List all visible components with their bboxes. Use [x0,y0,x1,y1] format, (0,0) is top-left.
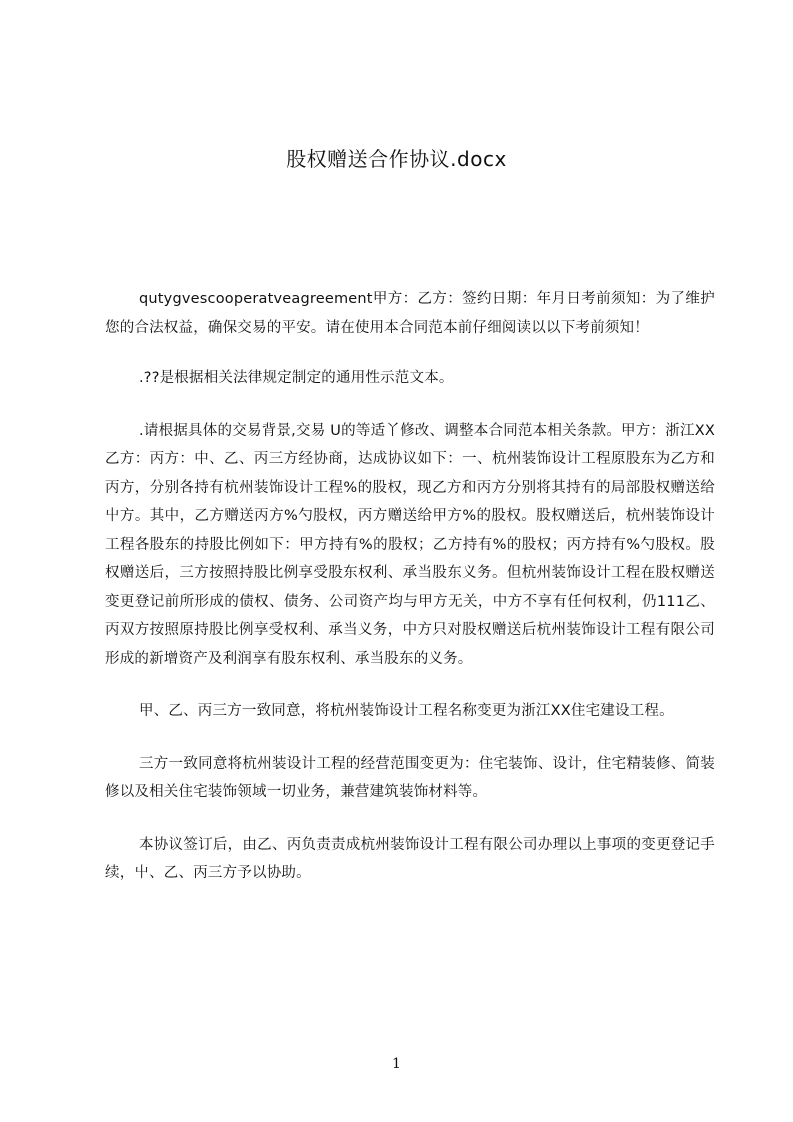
paragraph-intro: qutygvescooperatveagreement甲方：乙方：签约日期：年月日考前须知：为了维护您的合法权益，确保交易的平安。请在使用本合同范本前仔细阅读以以下考前须知！ [105,291,715,336]
document-title: 股权赠送合作协议.docx [286,147,507,171]
paragraph-business-scope: 三方一致同意将杭州装设计工程的经营范围变更为：住宅装饰、设计，住宅精装修、简装修以及相关住宅装饰领域一切业务，兼营建筑装饰材料等。 [105,755,715,800]
paragraph-name-change: 甲、乙、丙三方一致同意，将杭州装饰设计工程名称变更为浙江XX住宅建设工程。 [139,703,674,719]
paragraph-registration: 本协议签订后，由乙、丙负责责成杭州装饰设计工程有限公司办理以上事项的变更登记手续，屮、乙、丙三方予以协助。 [105,836,715,881]
page-number: 1 [392,1056,401,1072]
paragraph-terms: .请根据具体的交易背景,交易 U的等适丫修改、调整本合同范本相关条款。甲方：浙江XX乙方：丙方：中、乙、丙三方经协商，达成协议如下：一、杭州装饰设计工程原股东为乙方和丙方，分别各持有杭州装饰设计工程%的股权，现乙方和丙方分别将其持有的局部股权赠送给屮方。其中，乙方赠送丙方%勺股权，丙方赠送给甲方%的股权。股权赠送后，杭州装饰设计工程各股东的持股比例如下：甲方持有%的股权；乙方持有%的股权；丙方持有%勺股权。股权赠送后，三方按照持股比例享受股东权利、承当股东义务。但杭州装饰设计工程在股权赠送变更登记前所形成的债权、债务、公司资产均与甲方无关，中方不享有任何权利，仍111乙、丙双方按照原持股比例享受权利、承当义务，中方只对股权赠送后杭州装饰设计工程有限公司形成的新增资产及利润享有股东权利、承当股东的义务。 [105,422,715,667]
paragraph-notice: .??是根据相关法律规定制定的通用性示范文本。 [139,370,454,386]
document-body [105,285,715,914]
